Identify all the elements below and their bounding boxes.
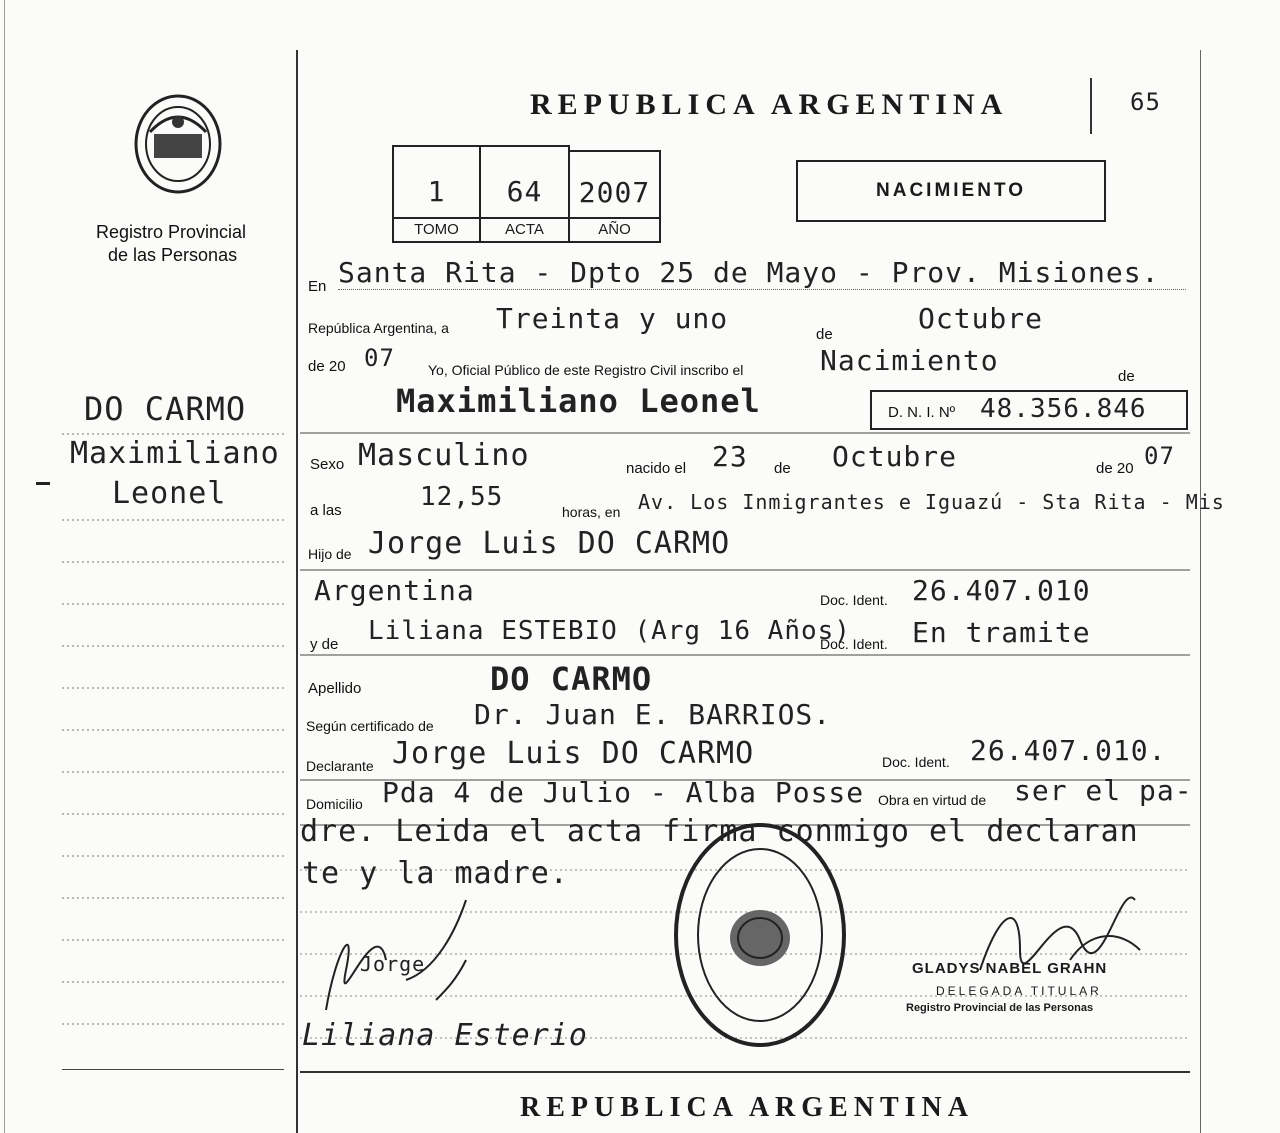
acta-box (479, 145, 570, 243)
dni-value: 48.356.846 (980, 394, 1147, 424)
domicilio-label: Domicilio (306, 796, 363, 812)
anio-label: AÑO (570, 217, 659, 241)
en-label: En (308, 278, 327, 295)
anio-value: 2007 (578, 176, 651, 209)
registry-title-line1: Registro Provincial (96, 222, 247, 242)
left-frame-line (296, 50, 298, 1133)
margin-surname: DO CARMO (84, 390, 247, 428)
father-name: Jorge Luis DO CARMO (368, 526, 731, 561)
margin-dash (36, 482, 50, 485)
declarante-value: Jorge Luis DO CARMO (392, 736, 755, 771)
registry-title-line2: de las Personas (108, 245, 238, 265)
official-name: GLADYS NABEL GRAHN (912, 960, 1108, 977)
hijo-label: Hijo de (308, 546, 352, 562)
tomo-label: TOMO (394, 217, 479, 241)
doc-label-declarante: Doc. Ident. (882, 754, 950, 770)
de-label-3: de (774, 460, 791, 477)
inscribo-value: Nacimiento (820, 344, 999, 377)
mother-name: Liliana ESTEBIO (Arg 16 Años) (368, 616, 851, 646)
apellido-label: Apellido (308, 680, 362, 697)
certificado-value: Dr. Juan E. BARRIOS. (474, 698, 832, 731)
apellido-value: DO CARMO (490, 660, 653, 698)
republica-label: República Argentina, a (308, 320, 449, 336)
signature-2: Liliana Esterio (302, 1018, 588, 1053)
continuation-line-1: dre. Leida el acta firma conmigo el declaran (300, 814, 1139, 849)
declarante-label: Declarante (306, 758, 374, 774)
registered-name: Maximiliano Leonel (396, 382, 761, 420)
year-value: 07 (364, 344, 395, 372)
tomo-value: 1 (427, 175, 446, 208)
official-title: DELEGADA TITULAR (936, 984, 1102, 998)
folio-number: 65 (1130, 88, 1161, 116)
horas-label: horas, en (562, 504, 621, 520)
dni-label: D. N. I. Nº (888, 404, 956, 421)
birth-year-prefix: de 20 (1096, 460, 1134, 477)
month-value: Octubre (918, 302, 1044, 335)
province-seal (130, 92, 226, 196)
birth-place: Av. Los Inmigrantes e Iguazú - Sta Rita - Mis (638, 490, 1225, 514)
mother-doc: En tramite (912, 616, 1091, 649)
hour-value: 12,55 (420, 482, 504, 512)
signature-1: Jorge (360, 952, 426, 976)
acta-label: ACTA (481, 217, 568, 241)
anio-box (568, 150, 661, 243)
right-frame-line (1200, 50, 1201, 1133)
sexo-value: Masculino (358, 438, 530, 473)
de-label-2: de (1118, 368, 1135, 385)
country-title: REPUBLICA ARGENTINA (530, 88, 1009, 121)
father-doc: 26.407.010 (912, 574, 1091, 607)
birth-day: 23 (712, 440, 748, 473)
footer-country-title: REPUBLICA ARGENTINA (520, 1092, 974, 1123)
page-edge-line (4, 0, 5, 1133)
official-stamp (670, 820, 850, 1050)
nacido-label: nacido el (626, 460, 687, 477)
margin-given-name-1: Maximiliano (70, 436, 280, 471)
tomo-box (392, 145, 481, 243)
inscribo-label: Yo, Oficial Público de este Registro Civil inscribo el (428, 362, 744, 378)
official-org: Registro Provincial de las Personas (906, 1002, 1094, 1014)
record-type-box (796, 160, 1106, 222)
margin-ruled-lines (62, 430, 284, 1070)
sexo-label: Sexo (310, 456, 345, 473)
record-type-label: NACIMIENTO (876, 180, 1026, 201)
de-label: de (816, 326, 833, 343)
birth-month: Octubre (832, 440, 958, 473)
obra-label: Obra en virtud de (878, 792, 987, 808)
en-value: Santa Rita - Dpto 25 de Mayo - Prov. Misiones. (338, 256, 1186, 290)
doc-label-mother: Doc. Ident. (820, 636, 888, 652)
doc-label-father: Doc. Ident. (820, 592, 888, 608)
margin-given-name-2: Leonel (112, 476, 227, 511)
birth-year: 07 (1144, 442, 1175, 470)
continuation-line-2: te y la madre. (302, 856, 569, 891)
certificado-label: Según certificado de (306, 718, 434, 734)
declarante-doc: 26.407.010. (970, 734, 1167, 767)
father-nationality: Argentina (314, 574, 475, 607)
domicilio-value: Pda 4 de Julio - Alba Posse (382, 776, 865, 809)
day-value: Treinta y uno (496, 302, 729, 335)
acta-value: 64 (506, 175, 543, 208)
alas-label: a las (310, 502, 342, 519)
obra-value: ser el pa- (1014, 774, 1193, 807)
year-prefix: de 20 (308, 358, 346, 375)
dni-box (870, 390, 1188, 430)
folio-mark (1090, 78, 1092, 134)
yde-label: y de (310, 636, 339, 653)
